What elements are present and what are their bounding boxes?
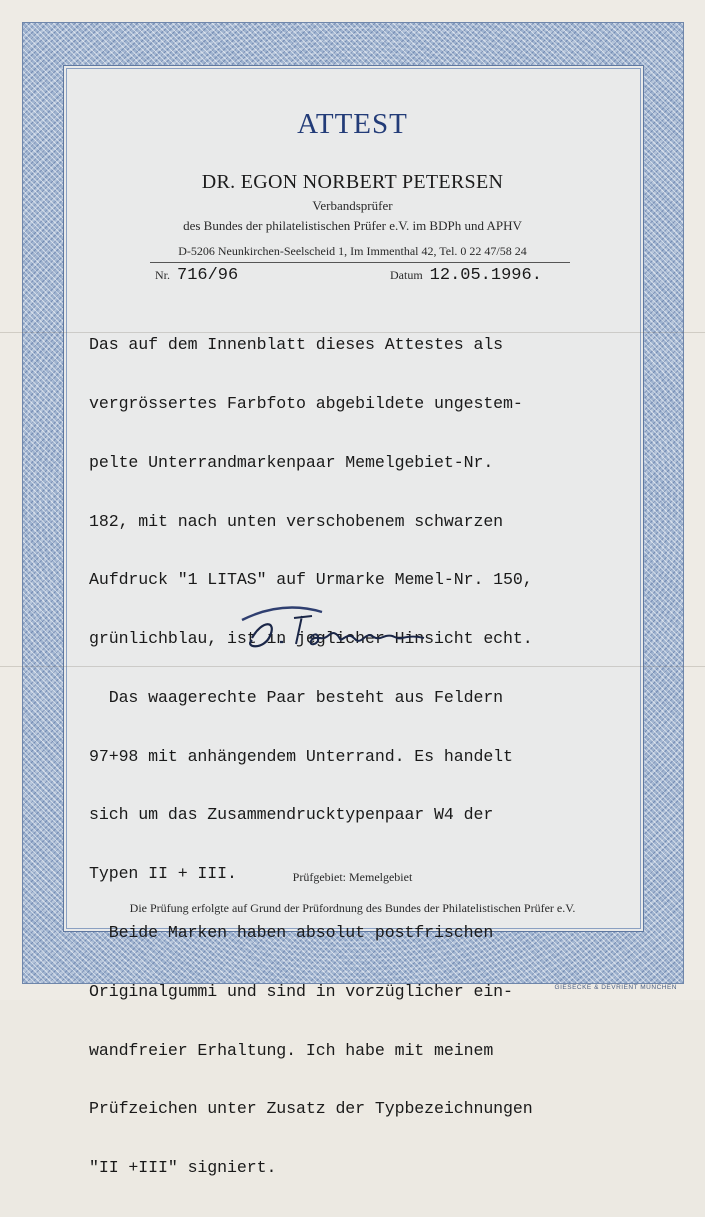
association-line: des Bundes der philatelistischen Prüfer e.V. im BDPh und APHV [183,218,522,233]
body-line: Originalgummi und sind in vorzüglicher ein- [89,981,513,1001]
number-label: Nr. [155,268,170,282]
body-line: Das auf dem Innenblatt dieses Attestes als [89,335,504,355]
footer-note: Die Prüfung erfolgte auf Grund der Prüfordnung des Bundes der Philatelistischen Prüfer e.V. [129,901,576,915]
body-line: Das waagerechte Paar besteht aus Feldern [89,687,504,707]
body-line: 182, mit nach unten verschobenem schwarzen [89,511,504,531]
body-line: sich um das Zusammendrucktypenpaar W4 der [89,805,494,825]
printer-mark: GIESECKE & DEVRIENT MÜNCHEN [554,984,677,991]
body-line: Typen II + III. [89,864,237,884]
body-line: "II +III" signiert. [89,1158,277,1178]
body-line: Beide Marken haben absolut postfrischen [89,923,494,942]
body-line: Aufdruck "1 LITAS" auf Urmarke Memel-Nr. 150, [89,570,533,590]
body-line: vergrössertes Farbfoto abgebildete ungestem- [89,393,523,413]
date-label: Datum [390,268,423,282]
exam-area: Prüfgebiet: Memelgebiet [292,870,413,884]
certificate-title: ATTEST [297,108,408,140]
body-line: Prüfzeichen unter Zusatz der Typbezeichnungen [89,1099,533,1119]
signature-with-stamp [222,598,472,658]
date-value: 12.05.1996. [429,266,542,285]
body-line: grünlichblau, ist in jeglicher Hinsicht echt. [89,629,533,649]
body-line: wandfreier Erhaltung. Ich habe mit meinem [89,1040,494,1060]
body-line: 97+98 mit anhängendem Unterrand. Es handelt [89,746,513,766]
stamp-arc [242,608,322,621]
body-line: pelte Unterrandmarkenpaar Memelgebiet-Nr. [89,452,494,472]
certificate-number [155,266,238,285]
address-line: D-5206 Neunkirchen-Seelscheid 1, Im Immenthal 42, Tel. 0 22 47/58 24 [178,244,527,258]
certificate-body [89,296,629,1217]
examiner-name: DR. EGON NORBERT PETERSEN [201,171,504,193]
certificate-date [390,266,542,285]
number-value: 716/96 [177,266,239,285]
header-divider [150,262,570,263]
examiner-role: Verbandsprüfer [312,198,393,213]
